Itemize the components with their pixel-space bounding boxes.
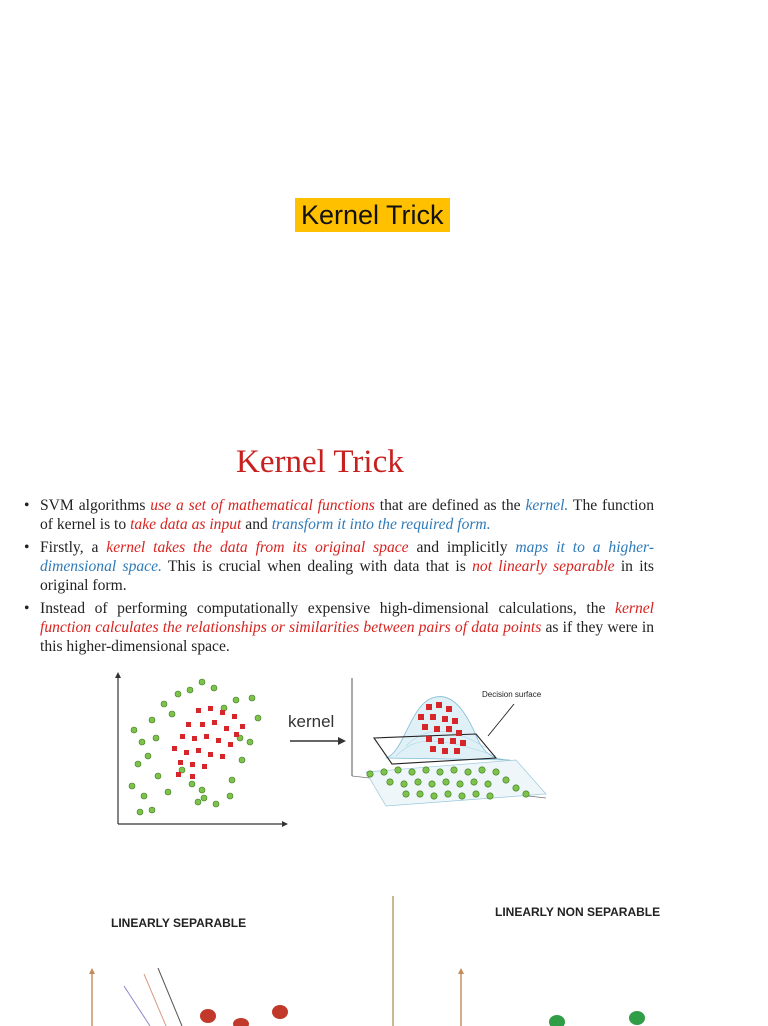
green-point — [189, 781, 195, 787]
green-point — [487, 793, 493, 799]
red-point — [240, 724, 245, 729]
red-point — [446, 706, 452, 712]
green-point — [459, 793, 465, 799]
green-point — [523, 791, 529, 797]
bullet-text: and — [241, 516, 272, 533]
green-point — [139, 739, 145, 745]
red-point — [228, 742, 233, 747]
kernel-label: kernel — [288, 712, 335, 731]
green-point — [409, 769, 415, 775]
green-point — [503, 777, 509, 783]
green-point — [227, 793, 233, 799]
red-point — [180, 734, 185, 739]
red-point — [460, 740, 466, 746]
green-point — [175, 691, 181, 697]
bullet-text: as if they were in this higher-dimensional space. — [40, 619, 654, 655]
green-point — [247, 739, 253, 745]
green-point — [135, 761, 141, 767]
y-axis-arrow — [458, 968, 464, 974]
bullet-text: transform it into the required form. — [271, 516, 491, 533]
red-point — [190, 762, 195, 767]
green-point — [201, 795, 207, 801]
bullet-text: This is crucial when dealing with data that is — [161, 558, 473, 575]
green-point — [403, 791, 409, 797]
red-point — [446, 726, 452, 732]
data-point — [272, 1005, 288, 1019]
data-point — [629, 1011, 645, 1025]
red-point — [436, 702, 442, 708]
caption-linearly-non-separable: LINEARLY NON SEPARABLE — [495, 905, 661, 919]
separator-line — [124, 986, 150, 1026]
green-point — [493, 769, 499, 775]
bottom-divider — [391, 896, 395, 1026]
green-point — [513, 785, 519, 791]
bullet-text: Firstly, a — [40, 539, 107, 556]
green-point — [211, 685, 217, 691]
bullet-text: and implicitly — [408, 539, 516, 556]
green-point — [423, 767, 429, 773]
red-point — [192, 736, 197, 741]
green-point — [431, 793, 437, 799]
green-point — [145, 753, 151, 759]
red-point — [208, 752, 213, 757]
red-point — [452, 718, 458, 724]
red-point — [232, 714, 237, 719]
green-point — [155, 773, 161, 779]
green-point — [417, 791, 423, 797]
decision-surface-label: Decision surface — [482, 690, 542, 699]
red-point — [204, 734, 209, 739]
red-point — [426, 704, 432, 710]
data-point — [200, 1009, 216, 1023]
green-point — [415, 779, 421, 785]
red-point — [442, 748, 448, 754]
green-point — [199, 787, 205, 793]
bullet-text: kernel takes the data from its original space — [106, 539, 409, 556]
bullet-text: use a set of mathematical functions — [150, 497, 375, 514]
red-point — [220, 754, 225, 759]
green-point — [485, 781, 491, 787]
bullet-text: Instead of performing computationally expensive high-dimensional calculations, the — [40, 600, 616, 617]
red-point — [190, 774, 195, 779]
bullet-text: in its original form. — [40, 558, 654, 594]
green-point — [465, 769, 471, 775]
green-point — [195, 799, 201, 805]
red-point — [434, 726, 440, 732]
green-point — [471, 779, 477, 785]
separator-line — [158, 968, 182, 1026]
bullet-text: maps it to a higher-dimensional space. — [40, 539, 655, 575]
slide-title: Kernel Trick — [236, 444, 404, 480]
green-point — [137, 809, 143, 815]
red-point — [422, 724, 428, 730]
bullet-text: The function of kernel is to — [40, 497, 655, 533]
green-point — [401, 781, 407, 787]
red-point — [200, 722, 205, 727]
red-point — [456, 730, 462, 736]
green-point — [199, 679, 205, 685]
green-point — [187, 687, 193, 693]
red-point — [220, 710, 225, 715]
red-point — [196, 708, 201, 713]
green-point — [479, 767, 485, 773]
green-point — [129, 783, 135, 789]
bullet-text: take data as input — [130, 516, 242, 533]
green-point — [131, 727, 137, 733]
red-point — [438, 738, 444, 744]
red-point — [202, 764, 207, 769]
red-point — [234, 732, 239, 737]
green-point — [451, 767, 457, 773]
green-point-group — [129, 679, 261, 815]
red-point — [450, 738, 456, 744]
kernel-arrow — [290, 735, 350, 747]
red-point — [442, 716, 448, 722]
green-point — [457, 781, 463, 787]
bullet-text: kernel function calculates the relationships or similarities between pairs of data points — [40, 600, 654, 636]
red-point — [196, 748, 201, 753]
data-point — [549, 1015, 565, 1026]
green-point — [473, 791, 479, 797]
red-point — [418, 714, 424, 720]
red-point — [216, 738, 221, 743]
linearly-non-separable-figure — [455, 966, 655, 1026]
red-point — [212, 720, 217, 725]
green-point — [161, 701, 167, 707]
bullet-text: kernel. — [525, 497, 569, 514]
green-point — [367, 771, 373, 777]
green-point — [149, 807, 155, 813]
green-point — [443, 779, 449, 785]
bullet-item — [22, 496, 654, 534]
bullet-text: that are defined as the — [374, 497, 526, 514]
scatter-2d-figure — [112, 672, 292, 832]
x-axis-arrow — [282, 821, 288, 827]
y-axis-arrow — [115, 672, 121, 678]
red-point — [176, 772, 181, 777]
green-point — [233, 697, 239, 703]
bullet-text: SVM algorithms — [40, 497, 151, 514]
green-point — [249, 695, 255, 701]
bullet-text: not linearly separable — [472, 558, 615, 575]
linearly-separable-figure — [86, 966, 286, 1026]
green-point — [381, 769, 387, 775]
green-point — [429, 781, 435, 787]
green-point — [153, 735, 159, 741]
red-point — [184, 750, 189, 755]
green-point — [165, 789, 171, 795]
green-point — [395, 767, 401, 773]
red-point — [208, 706, 213, 711]
green-point — [255, 715, 261, 721]
red-point — [430, 714, 436, 720]
bullet-item — [22, 538, 654, 595]
green-point — [213, 801, 219, 807]
red-point — [186, 722, 191, 727]
green-point — [169, 711, 175, 717]
green-point — [141, 793, 147, 799]
decision-pointer — [488, 704, 514, 736]
green-point — [239, 757, 245, 763]
red-point — [426, 736, 432, 742]
green-point — [387, 779, 393, 785]
red-point — [172, 746, 177, 751]
header-title: Kernel Trick — [295, 198, 450, 232]
green-point — [445, 791, 451, 797]
separator-line — [144, 974, 166, 1026]
y-axis-arrow — [89, 968, 95, 974]
red-point — [454, 748, 460, 754]
green-point — [149, 717, 155, 723]
bullet-item — [22, 599, 654, 656]
bullet-list — [22, 496, 654, 660]
red-point — [224, 726, 229, 731]
data-point — [233, 1018, 249, 1026]
green-point — [229, 777, 235, 783]
green-point — [437, 769, 443, 775]
red-point — [430, 746, 436, 752]
caption-linearly-separable: LINEARLY SEPARABLE — [111, 916, 247, 930]
red-point — [178, 760, 183, 765]
